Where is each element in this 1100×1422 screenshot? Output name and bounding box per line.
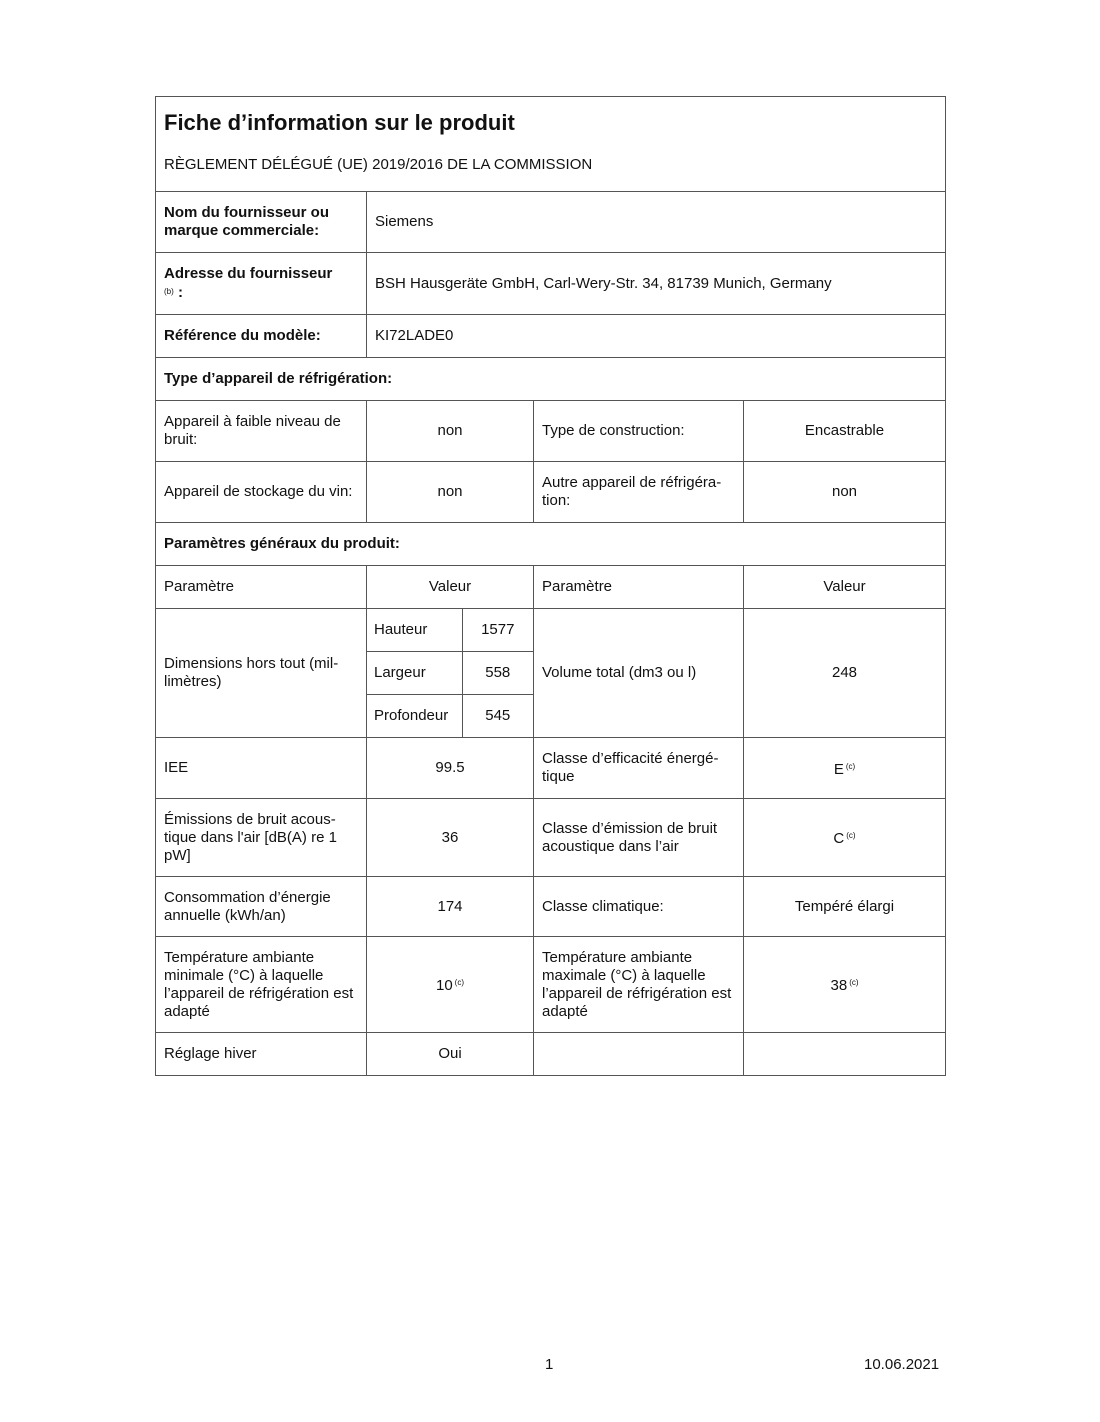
page-title: Fiche d’information sur le produit — [164, 110, 515, 135]
volume-label: Volume total (dm3 ou l) — [534, 609, 744, 738]
appliance-type-section-title: Type d’appareil de réfrigération: — [156, 358, 946, 401]
wine-storage-row — [156, 462, 946, 523]
construction-label: Type de construction: — [534, 401, 744, 462]
noise-class-cell — [744, 799, 946, 877]
min-temp-label: Température ambiante minimale (°C) à laquelle l’appareil de réfrigération est adapté — [156, 937, 367, 1033]
dimensions-subtable-cell — [367, 609, 534, 738]
winter-value: Oui — [367, 1033, 534, 1076]
width-row — [367, 652, 533, 695]
volume-value: 248 — [744, 609, 946, 738]
other-appliance-label: Autre appareil de réfrigéra-tion: — [534, 462, 744, 523]
temperature-row — [156, 937, 946, 1033]
width-label: Largeur — [367, 652, 462, 695]
min-temp-footnote: (c) — [454, 978, 464, 987]
iee-value: 99.5 — [367, 738, 534, 799]
construction-value: Encastrable — [744, 401, 946, 462]
low-noise-label: Appareil à faible niveau de bruit: — [156, 401, 367, 462]
depth-label: Profondeur — [374, 707, 449, 724]
dimensions-subtable — [367, 609, 533, 737]
climate-class-label: Classe climatique: — [534, 877, 744, 937]
height-row — [367, 609, 533, 652]
supplier-address-row — [156, 253, 946, 315]
dimensions-row — [156, 609, 946, 738]
max-temp-cell — [744, 937, 946, 1033]
column-header-value: Valeur — [367, 566, 534, 609]
width-value: 558 — [462, 652, 533, 695]
low-noise-row — [156, 401, 946, 462]
noise-value: 36 — [367, 799, 534, 877]
column-header-value-2: Valeur — [744, 566, 946, 609]
column-header-parameter: Paramètre — [156, 566, 367, 609]
energy-class-value: E — [833, 760, 844, 778]
noise-class-label: Classe d’émission de bruit acoustique dans l’air — [534, 799, 744, 877]
supplier-address-colon: : — [177, 284, 183, 301]
max-temp-footnote: (c) — [849, 978, 859, 987]
supplier-address-label-cell — [156, 253, 367, 315]
depth-row — [367, 695, 533, 738]
supplier-address-footnote: (b) — [164, 287, 174, 296]
energy-class-cell — [744, 738, 946, 799]
document-date: 10.06.2021 — [864, 1356, 940, 1373]
model-row — [156, 315, 946, 358]
wine-storage-label: Appareil de stockage du vin: — [156, 462, 367, 523]
noise-row — [156, 799, 946, 877]
general-section-title: Paramètres généraux du produit: — [156, 523, 946, 566]
column-header-parameter-2: Paramètre — [534, 566, 744, 609]
general-section-row — [156, 523, 946, 566]
noise-label: Émissions de bruit acous-tique dans l'air [dB(A) re 1 pW] — [156, 799, 367, 877]
noise-class-value: C — [833, 830, 845, 847]
supplier-name-row — [156, 192, 946, 253]
model-label: Référence du modèle: — [156, 315, 367, 358]
max-temp-value: 38 — [830, 977, 848, 994]
iee-label: IEE — [156, 738, 367, 799]
supplier-address-label: Adresse du fournisseur — [164, 265, 333, 282]
column-header-row — [156, 566, 946, 609]
product-information-sheet — [155, 96, 945, 1076]
appliance-type-section-row — [156, 358, 946, 401]
empty-cell — [744, 1033, 946, 1076]
supplier-name-value: Siemens — [367, 192, 946, 253]
model-value: KI72LADE0 — [367, 315, 946, 358]
header-cell — [156, 97, 946, 192]
max-temp-label: Température ambiante maximale (°C) à laquelle l’appareil de réfrigération est adapté — [534, 937, 744, 1033]
winter-label: Réglage hiver — [156, 1033, 367, 1076]
consumption-value: 174 — [367, 877, 534, 937]
climate-class-value: Tempéré élargi — [744, 877, 946, 937]
low-noise-value: non — [367, 401, 534, 462]
height-label: Hauteur — [367, 609, 462, 652]
page-number: 1 — [545, 1356, 554, 1373]
empty-cell — [534, 1033, 744, 1076]
product-sheet-table — [155, 96, 946, 1076]
min-temp-value: 10 — [435, 977, 453, 994]
other-appliance-value: non — [744, 462, 946, 523]
consumption-row — [156, 877, 946, 937]
min-temp-cell — [367, 937, 534, 1033]
energy-class-footnote: (c) — [845, 761, 856, 771]
supplier-name-label: Nom du fournisseur ou marque commerciale: — [156, 192, 367, 253]
depth-value: 545 — [462, 695, 533, 738]
energy-class-label: Classe d’efficacité énergé-tique — [534, 738, 744, 799]
regulation-text: RÈGLEMENT DÉLÉGUÉ (UE) 2019/2016 DE LA COMMISSION — [164, 156, 593, 173]
wine-storage-value: non — [367, 462, 534, 523]
winter-row — [156, 1033, 946, 1076]
supplier-address-value: BSH Hausgeräte GmbH, Carl-Wery-Str. 34, 81739 Munich, Germany — [367, 253, 946, 315]
iee-row — [156, 738, 946, 799]
consumption-label: Consommation d’énergie annuelle (kWh/an) — [156, 877, 367, 937]
noise-class-footnote: (c) — [846, 831, 856, 840]
dimensions-label: Dimensions hors tout (mil-limètres) — [156, 609, 367, 738]
height-value: 1577 — [462, 609, 533, 652]
header-row — [156, 97, 946, 192]
